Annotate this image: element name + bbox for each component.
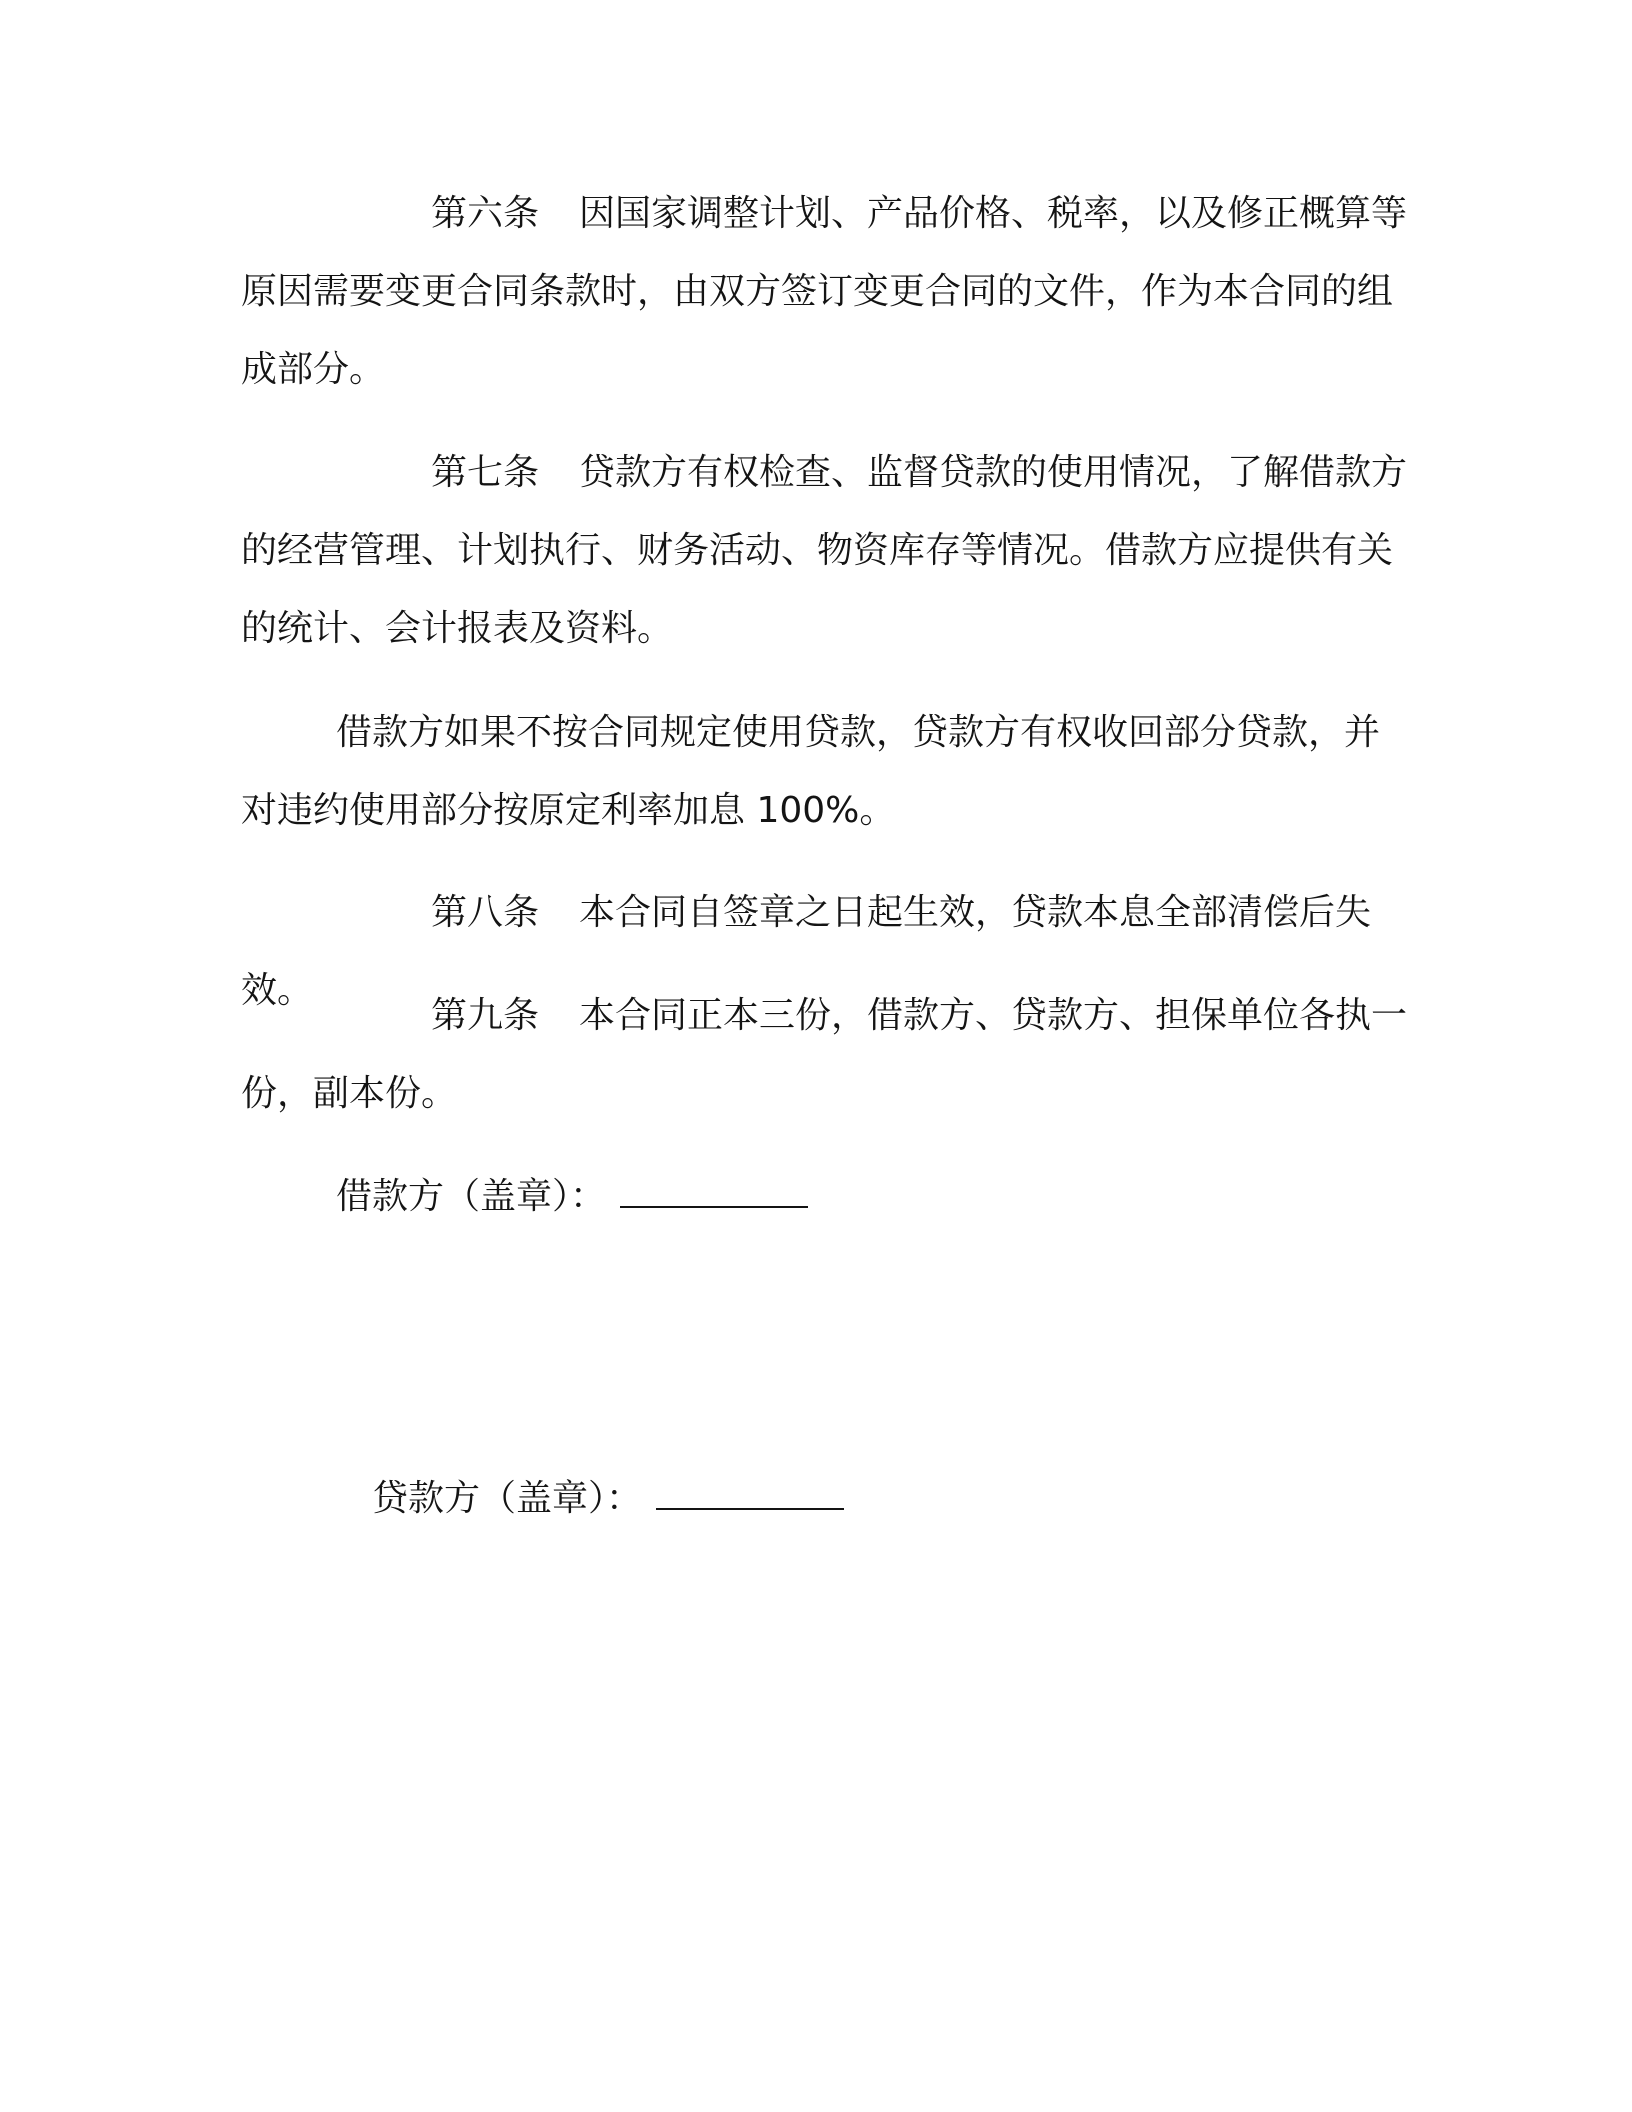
article-9 [241, 977, 1411, 1133]
lender-signature-label: 贷款方（盖章）： [372, 1478, 643, 1519]
borrower-signature-label: 借款方（盖章）： [336, 1176, 607, 1217]
article-9-text: 本合同正本三份，借款方、贷款方、担保单位各执一份，副本份。 [241, 995, 1408, 1114]
borrower-signature [336, 1172, 808, 1222]
article-8-text: 本合同自签章之日起生效，贷款本息全部清偿后失效。 [241, 892, 1372, 1011]
article-7 [241, 434, 1411, 668]
article-8-label: 第八条 [431, 892, 540, 933]
borrower-signature-blank [620, 1176, 808, 1208]
article-7-text: 贷款方有权检查、监督贷款的使用情况，了解借款方的经营管理、计划执行、财务活动、物资库存等情况。借款方应提供有关的统计、会计报表及资料。 [241, 452, 1408, 649]
article-9-label: 第九条 [431, 995, 540, 1036]
article-6-text: 因国家调整计划、产品价格、税率，以及修正概算等原因需要变更合同条款时，由双方签订变更合同的文件，作为本合同的组成部分。 [241, 193, 1408, 390]
article-7-penalty-text: 借款方如果不按合同规定使用贷款，贷款方有权收回部分贷款，并对违约使用部分按原定利率加息 100%。 [241, 712, 1381, 831]
article-6 [241, 175, 1411, 409]
article-7-penalty-paragraph [241, 694, 1411, 850]
lender-signature-blank [656, 1478, 844, 1510]
article-7-label: 第七条 [431, 452, 540, 493]
lender-signature [372, 1474, 844, 1524]
article-6-label: 第六条 [431, 193, 540, 234]
